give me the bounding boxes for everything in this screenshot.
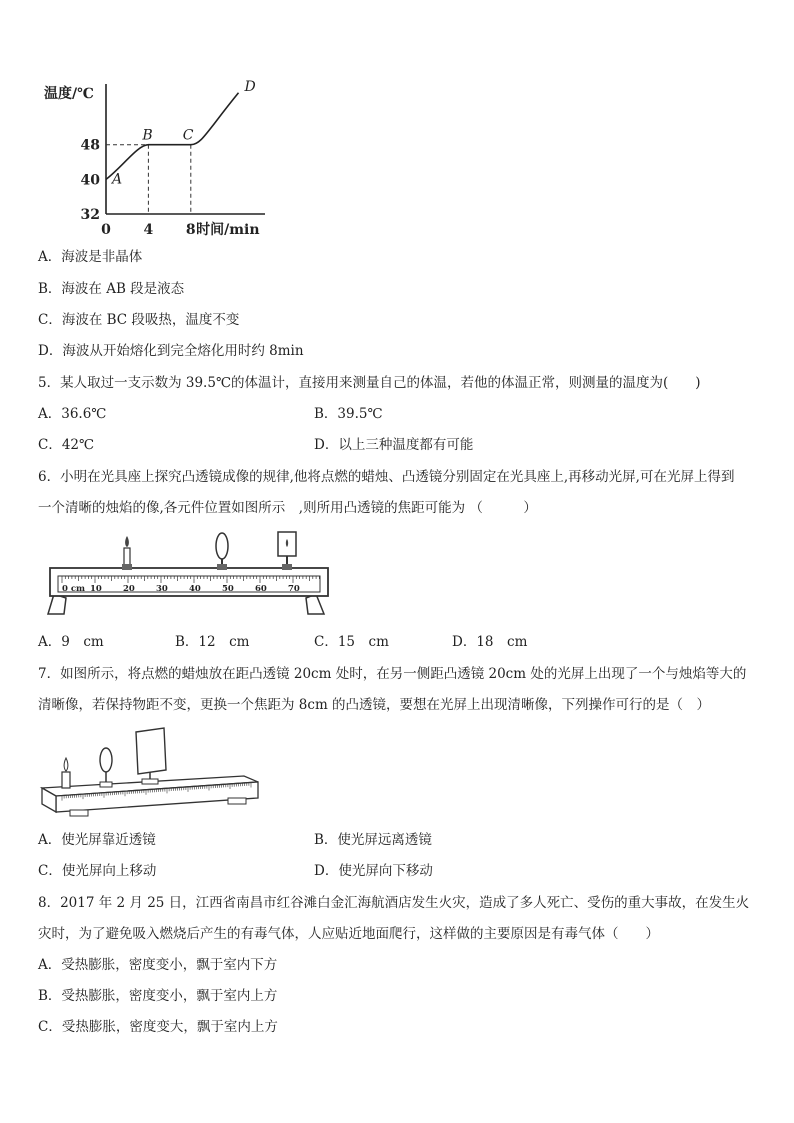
q6-stem-line2: 一个清晰的烛焰的像,各元件位置如图所示 ,则所用凸透镜的焦距可能为 （ ） — [38, 500, 537, 516]
q5-option-a[interactable]: A．36.6℃ — [38, 406, 107, 422]
q6-option-a[interactable]: A．9 cm — [38, 634, 104, 650]
optical-bench-figure-q6 — [40, 526, 340, 618]
ruler-label: 20 — [123, 584, 135, 594]
optical-bench-figure-q7 — [38, 726, 268, 822]
y-tick-label: 32 — [80, 207, 100, 223]
point-label: D — [244, 78, 256, 95]
convex-lens-icon — [216, 533, 228, 570]
q6-option-b[interactable]: B．12 cm — [175, 634, 250, 650]
q6-option-d[interactable]: D．18 cm — [452, 634, 528, 650]
x-tick-label: 0 — [101, 222, 111, 238]
q5-stem: 5．某人取过一支示数为 39.5℃的体温计，直接用来测量自己的体温，若他的体温正常，则测量的温度为( ) — [38, 375, 701, 391]
temperature-curve — [106, 93, 239, 180]
q7-option-d[interactable]: D．使光屏向下移动 — [314, 863, 433, 879]
y-axis-label: 温度/℃ — [44, 86, 94, 102]
ruler-label: 10 — [90, 584, 102, 594]
q4-option-a[interactable]: A．海波是非晶体 — [38, 249, 143, 265]
q8-stem-line1: 8．2017 年 2 月 25 日，江西省南昌市红谷滩白金汇海航酒店发生火灾，造成了多人死亡、受伤的重大事故，在发生火 — [38, 895, 750, 911]
q4-option-c[interactable]: C．海波在 BC 段吸热，温度不变 — [38, 312, 240, 328]
candle-icon — [122, 536, 132, 570]
ruler-label: 60 — [255, 584, 267, 594]
ruler-label: 40 — [189, 584, 201, 594]
q7-stem-line2: 清晰像，若保持物距不变，更换一个焦距为 8cm 的凸透镜，要想在光屏上出现清晰像，下列操作可行的是（ ） — [38, 697, 711, 713]
q6-stem-line1: 6．小明在光具座上探究凸透镜成像的规律,他将点燃的蜡烛、凸透镜分别固定在光具座上,再移动光屏,可在光屏上得到 — [38, 469, 735, 485]
ruler-label: 30 — [156, 584, 168, 594]
q8-option-a[interactable]: A．受热膨胀，密度变小，飘于室内下方 — [38, 957, 278, 973]
candle-icon — [62, 758, 70, 788]
x-tick-label: 8 — [185, 222, 196, 238]
q7-option-c[interactable]: C．使光屏向上移动 — [38, 863, 157, 879]
q6-option-c[interactable]: C．15 cm — [314, 634, 389, 650]
q5-option-b[interactable]: B．39.5℃ — [314, 406, 383, 422]
ruler-label: 0 cm — [62, 584, 86, 594]
ruler-label: 50 — [222, 584, 234, 594]
q7-stem-line1: 7．如图所示，将点燃的蜡烛放在距凸透镜 20cm 处时，在另一侧距凸透镜 20cm 处的光屏上出现了一个与烛焰等大的 — [38, 666, 747, 682]
x-tick-label: 4 — [143, 222, 154, 238]
light-screen-icon — [136, 728, 166, 784]
q5-option-d[interactable]: D．以上三种温度都有可能 — [314, 437, 474, 453]
point-label: C — [182, 127, 194, 144]
q8-option-b[interactable]: B．受热膨胀，密度变小，飘于室内上方 — [38, 988, 278, 1004]
y-tick-label: 48 — [80, 137, 100, 154]
q7-option-b[interactable]: B．使光屏远离透镜 — [314, 832, 432, 848]
q4-option-d[interactable]: D．海波从开始熔化到完全熔化用时约 8min — [38, 343, 304, 359]
q4-option-b[interactable]: B．海波在 AB 段是液态 — [38, 281, 185, 297]
x-axis-label: 时间/min — [196, 222, 260, 238]
q8-option-c[interactable]: C．受热膨胀，密度变大，飘于室内上方 — [38, 1019, 278, 1035]
q7-option-a[interactable]: A．使光屏靠近透镜 — [38, 832, 156, 848]
point-label: B — [142, 127, 153, 144]
light-screen-icon — [278, 532, 296, 570]
y-tick-label: 40 — [80, 172, 100, 189]
convex-lens-icon — [100, 748, 112, 787]
ruler-label: 70 — [288, 584, 300, 594]
q5-option-c[interactable]: C．42℃ — [38, 437, 95, 453]
point-label: A — [112, 171, 123, 188]
temperature-time-graph — [40, 78, 300, 238]
q8-stem-line2: 灾时，为了避免吸入燃烧后产生的有毒气体，人应贴近地面爬行，这样做的主要原因是有毒气体（ ） — [38, 926, 659, 942]
